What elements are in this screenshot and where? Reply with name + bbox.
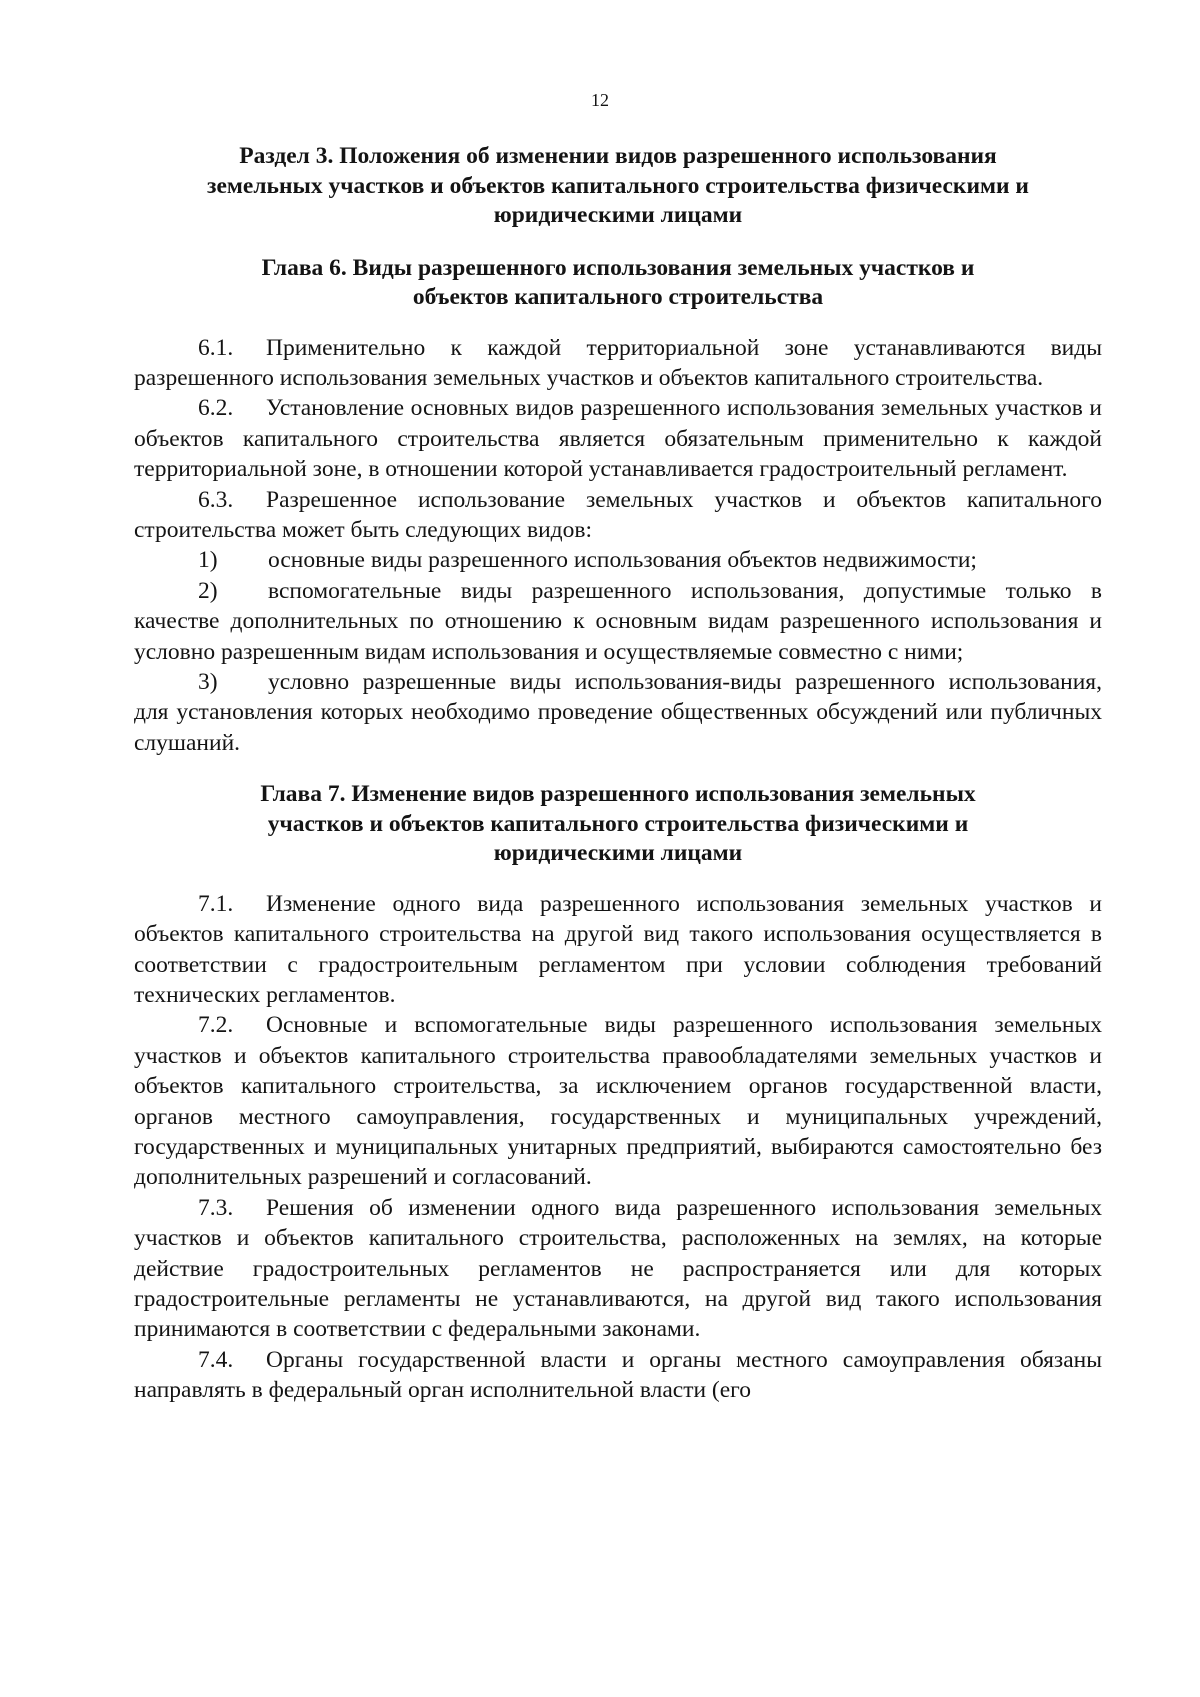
heading-line: Раздел 3. Положения об изменении видов разрешенного использования [239,143,997,169]
clause-number: 6.1. [198,334,234,361]
heading-line: объектов капитального строительства [412,284,824,310]
list-item-2 [134,576,1102,667]
clause-7-1 [134,889,1102,1011]
heading-line: Глава 6. Виды разрешенного использования земельных участков и [261,254,975,281]
list-item-text: вспомогательные виды разрешенного использования, допустимые только в качестве дополнительных по отношению к основным видам разрешенного использования и условно разрешенным видам использования и осуществляемые совместно с ними; [134,577,1102,665]
list-item-number: 3) [198,668,218,695]
heading-line: земельных участков и объектов капитального строительства физическими и [207,172,1029,199]
clause-text: Применительно к каждой территориальной зоне устанавливаются виды разрешенного использования земельных участков и объектов капитального строительства. [134,334,1102,391]
clause-text: Основные и вспомогательные виды разрешенного использования земельных участков и объектов капитального строительства правообладателями земельных участков и объектов капитального строительства, за исключением органов государственной власти, органов местного самоуправления, государственных и муниципальных учреждений, государственных и муниципальных унитарных предприятий, выбираются самостоятельно без дополнительных разрешений и согласований. [134,1012,1102,1191]
clause-7-2 [134,1010,1102,1192]
clause-text: Разрешенное использование земельных участков и объектов капитального строительства может быть следующих видов: [134,486,1102,543]
clause-number: 6.2. [198,395,234,422]
clause-7-3 [134,1193,1102,1345]
section-3-heading [134,142,1102,231]
heading-line: юридическими лицами [493,202,743,228]
heading-line: участков и объектов капитального строительства физическими и [267,810,969,837]
clause-text: Органы государственной власти и органы местного самоуправления обязаны направлять в федеральный орган исполнительной власти (его [134,1346,1102,1404]
clause-text: Решения об изменении одного вида разрешенного использования земельных участков и объектов капитального строительства, расположенных на землях, на которые действие градостроительных регламентов не распространяется или для которых градостроительные регламенты не устанавливаются, на другой вид такого использования принимаются в соответствии с федеральными законами. [134,1194,1102,1343]
page-number: 12 [591,90,609,110]
scan-edge-mark [1090,0,1200,4]
clause-6-1 [134,333,1102,394]
clause-6-2 [134,393,1102,484]
clause-6-3 [134,485,1102,546]
clause-number: 7.4. [198,1346,234,1373]
list-item-3 [134,667,1102,758]
list-item-text: условно разрешенные виды использования-виды разрешенного использования, для установления которых необходимо проведение общественных обсуждений или публичных слушаний. [134,668,1102,756]
document-body [134,142,1102,1406]
clause-number: 7.2. [198,1012,234,1039]
heading-line: Глава 7. Изменение видов разрешенного использования земельных [260,781,976,808]
list-item-text: основные виды разрешенного использования объектов недвижимости; [268,547,977,574]
heading-line: юридическими лицами [493,840,743,867]
scan-edge-mark [1000,1683,1200,1693]
clause-text: Изменение одного вида разрешенного использования земельных участков и объектов капитального строительства на другой вид такого использования осуществляется в соответствии с градостроительным регламентом при условии соблюдения требований технических регламентов. [134,890,1102,1008]
list-item-1 [134,545,1102,575]
clause-number: 7.1. [198,890,234,917]
list-item-number: 2) [198,577,218,604]
clause-number: 6.3. [198,486,234,513]
chapter-6-heading [134,254,1102,313]
list-item-number: 1) [198,547,218,574]
clause-number: 7.3. [198,1194,234,1221]
clause-7-4 [134,1345,1102,1406]
chapter-7-heading [134,780,1102,869]
clause-text: Установление основных видов разрешенного использования земельных участков и объектов капитального строительства является обязательным применительно к каждой территориальной зоне, в отношении которой устанавливается градостроительный регламент. [134,395,1102,483]
